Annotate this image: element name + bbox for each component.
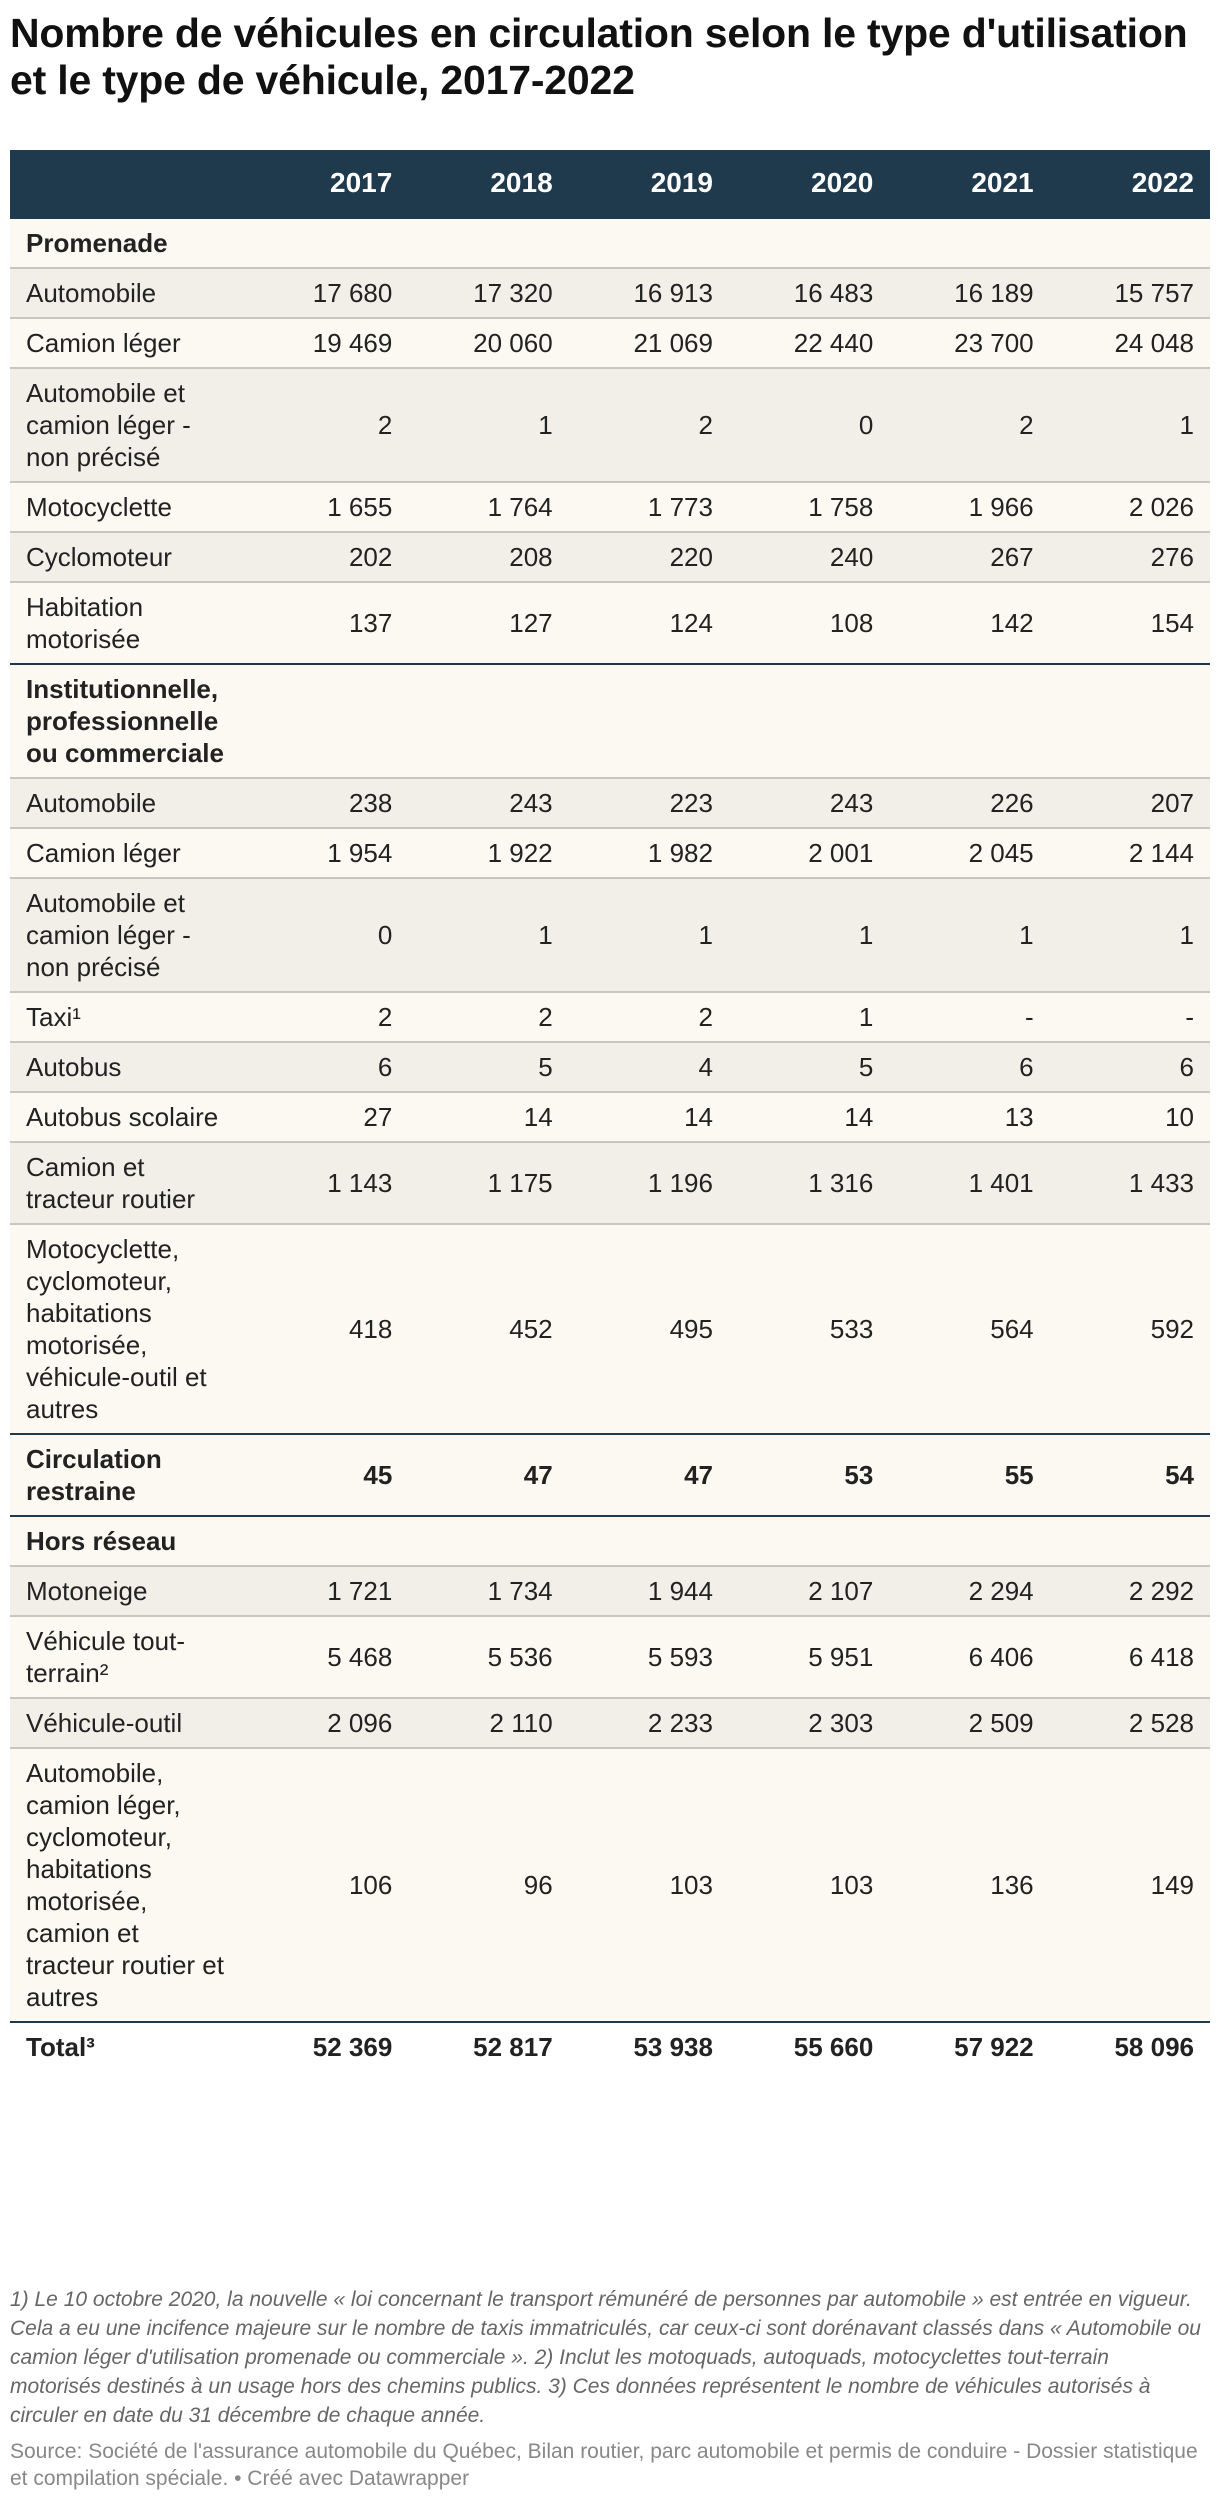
cell-value-2020: 1 316 xyxy=(729,1142,889,1224)
cell-value-2019: 4 xyxy=(569,1042,729,1092)
cell-value-2019: 47 xyxy=(569,1434,729,1516)
row-label: Camion léger xyxy=(10,828,248,878)
cell-value-2017: 27 xyxy=(248,1092,408,1142)
cell-value-2022: 15 757 xyxy=(1050,268,1210,318)
cell-value-2018: 208 xyxy=(408,532,568,582)
cell-value-2020: 2 107 xyxy=(729,1566,889,1616)
cell-value-2020: 5 xyxy=(729,1042,889,1092)
cell-value-2022: 1 xyxy=(1050,878,1210,992)
cell-value-2017: 17 680 xyxy=(248,268,408,318)
cell-value-2018: 47 xyxy=(408,1434,568,1516)
row-label: Autobus scolaire xyxy=(10,1092,248,1142)
row-label: Circulation restraine xyxy=(10,1434,248,1516)
cell-value-2020: 533 xyxy=(729,1224,889,1434)
table-row xyxy=(10,1616,1210,1698)
cell-value-2021: 564 xyxy=(889,1224,1049,1434)
row-label: Institutionnelle, professionnelle ou commerciale xyxy=(10,664,248,778)
cell-value-2022: 58 096 xyxy=(1050,2022,1210,2071)
cell-value-2018: 127 xyxy=(408,582,568,664)
cell-value-2022: 592 xyxy=(1050,1224,1210,1434)
cell-value-2020: 2 001 xyxy=(729,828,889,878)
row-label: Automobile et camion léger - non précisé xyxy=(10,368,248,482)
cell-value-2021: 2 045 xyxy=(889,828,1049,878)
row-label: Automobile xyxy=(10,778,248,828)
cell-value-2020: 103 xyxy=(729,1748,889,2022)
cell-value-2018: 96 xyxy=(408,1748,568,2022)
cell-value-2018: 2 110 xyxy=(408,1698,568,1748)
cell-value-2019: 124 xyxy=(569,582,729,664)
cell-value-2019: 2 xyxy=(569,368,729,482)
source-note: Source: Société de l'assurance automobile du Québec, Bilan routier, parc automobile et permis de conduire - Dossier statistique et compilation spéciale. • Créé avec Datawrapper xyxy=(10,2440,1198,2490)
cell-value-2018 xyxy=(408,664,568,778)
cell-value-2021 xyxy=(889,664,1049,778)
cell-value-2019: 220 xyxy=(569,532,729,582)
cell-value-2019 xyxy=(569,1516,729,1566)
cell-value-2020: 1 758 xyxy=(729,482,889,532)
cell-value-2017: 19 469 xyxy=(248,318,408,368)
cell-value-2022 xyxy=(1050,1516,1210,1566)
cell-value-2019: 16 913 xyxy=(569,268,729,318)
cell-value-2018: 1 xyxy=(408,368,568,482)
cell-value-2022: 6 418 xyxy=(1050,1616,1210,1698)
cell-value-2021: 23 700 xyxy=(889,318,1049,368)
table-body xyxy=(10,217,1210,2071)
cell-value-2018: 14 xyxy=(408,1092,568,1142)
row-label: Véhicule-outil xyxy=(10,1698,248,1748)
table-row xyxy=(10,1748,1210,2022)
cell-value-2017: 6 xyxy=(248,1042,408,1092)
cell-value-2022: 149 xyxy=(1050,1748,1210,2022)
cell-value-2018: 1 734 xyxy=(408,1566,568,1616)
footnotes: 1) Le 10 octobre 2020, la nouvelle « loi concernant le transport rémunéré de personnes par automobile » est entrée en vigueur. Cela a eu une incifence majeure sur le nombre de taxis immatriculés, car ceux-ci sont dorénavant classés dans « Automobile ou camion léger d'utilisation promenade ou commerciale ». 2) Inclut les motoquads, autoquads, motocyclettes tout-terrain motorisés destinés à un usage hors des chemins publics. 3) Ces données représentent le nombre de véhicules autorisés à circuler en date du 31 décembre de chaque année. xyxy=(10,2288,1201,2427)
cell-value-2019: 2 xyxy=(569,992,729,1042)
header-cell-year: 2019 xyxy=(569,150,729,217)
cell-value-2021: 136 xyxy=(889,1748,1049,2022)
section-header-row xyxy=(10,217,1210,268)
cell-value-2017: 0 xyxy=(248,878,408,992)
row-label: Habitation motorisée xyxy=(10,582,248,664)
cell-value-2022: 54 xyxy=(1050,1434,1210,1516)
table-row xyxy=(10,1042,1210,1092)
header-cell-label xyxy=(10,150,248,217)
cell-value-2017: 238 xyxy=(248,778,408,828)
table-row xyxy=(10,368,1210,482)
row-label: Motoneige xyxy=(10,1566,248,1616)
cell-value-2019: 5 593 xyxy=(569,1616,729,1698)
table-row xyxy=(10,1698,1210,1748)
cell-value-2021: 226 xyxy=(889,778,1049,828)
cell-value-2021: 2 xyxy=(889,368,1049,482)
row-label: Camion et tracteur routier xyxy=(10,1142,248,1224)
cell-value-2022: 207 xyxy=(1050,778,1210,828)
cell-value-2018: 20 060 xyxy=(408,318,568,368)
table-row xyxy=(10,582,1210,664)
cell-value-2018 xyxy=(408,217,568,268)
cell-value-2020: 243 xyxy=(729,778,889,828)
cell-value-2020: 1 xyxy=(729,878,889,992)
row-label: Cyclomoteur xyxy=(10,532,248,582)
table-row xyxy=(10,318,1210,368)
cell-value-2017: 5 468 xyxy=(248,1616,408,1698)
cell-value-2019: 1 982 xyxy=(569,828,729,878)
cell-value-2020: 5 951 xyxy=(729,1616,889,1698)
cell-value-2018: 5 536 xyxy=(408,1616,568,1698)
cell-value-2022: 154 xyxy=(1050,582,1210,664)
cell-value-2018 xyxy=(408,1516,568,1566)
row-label: Automobile et camion léger - non précisé xyxy=(10,878,248,992)
cell-value-2019: 53 938 xyxy=(569,2022,729,2071)
cell-value-2022: 1 433 xyxy=(1050,1142,1210,1224)
table-row xyxy=(10,992,1210,1042)
cell-value-2017: 137 xyxy=(248,582,408,664)
header-cell-year: 2021 xyxy=(889,150,1049,217)
cell-value-2022: 6 xyxy=(1050,1042,1210,1092)
header-cell-year: 2022 xyxy=(1050,150,1210,217)
cell-value-2019: 495 xyxy=(569,1224,729,1434)
table-row xyxy=(10,532,1210,582)
chart-title: Nombre de véhicules en circulation selon le type d'utilisation et le type de véhicule, 2017-2022 xyxy=(10,10,1188,103)
cell-value-2018: 1 922 xyxy=(408,828,568,878)
cell-value-2021: 1 401 xyxy=(889,1142,1049,1224)
cell-value-2017: 2 xyxy=(248,992,408,1042)
table-row xyxy=(10,268,1210,318)
cell-value-2022: 2 144 xyxy=(1050,828,1210,878)
cell-value-2022: 276 xyxy=(1050,532,1210,582)
cell-value-2019: 2 233 xyxy=(569,1698,729,1748)
cell-value-2018: 2 xyxy=(408,992,568,1042)
cell-value-2020: 14 xyxy=(729,1092,889,1142)
cell-value-2022: 2 528 xyxy=(1050,1698,1210,1748)
cell-value-2020 xyxy=(729,217,889,268)
data-table xyxy=(10,150,1210,2071)
header-row xyxy=(10,150,1210,217)
cell-value-2022 xyxy=(1050,217,1210,268)
cell-value-2021: 13 xyxy=(889,1092,1049,1142)
cell-value-2021 xyxy=(889,217,1049,268)
cell-value-2022: 24 048 xyxy=(1050,318,1210,368)
cell-value-2020: 55 660 xyxy=(729,2022,889,2071)
cell-value-2019: 1 196 xyxy=(569,1142,729,1224)
section-row xyxy=(10,1434,1210,1516)
cell-value-2019: 223 xyxy=(569,778,729,828)
table-row xyxy=(10,1224,1210,1434)
header-cell-year: 2018 xyxy=(408,150,568,217)
cell-value-2022: 10 xyxy=(1050,1092,1210,1142)
cell-value-2017: 1 655 xyxy=(248,482,408,532)
cell-value-2021: - xyxy=(889,992,1049,1042)
cell-value-2021: 55 xyxy=(889,1434,1049,1516)
cell-value-2021: 1 966 xyxy=(889,482,1049,532)
cell-value-2021: 2 294 xyxy=(889,1566,1049,1616)
cell-value-2021: 2 509 xyxy=(889,1698,1049,1748)
cell-value-2019: 21 069 xyxy=(569,318,729,368)
cell-value-2018: 1 175 xyxy=(408,1142,568,1224)
cell-value-2017 xyxy=(248,664,408,778)
cell-value-2017: 1 721 xyxy=(248,1566,408,1616)
cell-value-2017: 45 xyxy=(248,1434,408,1516)
table-row xyxy=(10,482,1210,532)
cell-value-2019 xyxy=(569,217,729,268)
header-cell-year: 2017 xyxy=(248,150,408,217)
cell-value-2020: 1 xyxy=(729,992,889,1042)
cell-value-2017: 418 xyxy=(248,1224,408,1434)
table-row xyxy=(10,878,1210,992)
cell-value-2017: 106 xyxy=(248,1748,408,2022)
cell-value-2019: 1 xyxy=(569,878,729,992)
cell-value-2021: 16 189 xyxy=(889,268,1049,318)
table-row xyxy=(10,778,1210,828)
cell-value-2017 xyxy=(248,1516,408,1566)
cell-value-2019: 1 773 xyxy=(569,482,729,532)
table-row xyxy=(10,828,1210,878)
row-label: Automobile, camion léger, cyclomoteur, habitations motorisée, camion et tracteur routier et autres xyxy=(10,1748,248,2022)
cell-value-2020: 240 xyxy=(729,532,889,582)
row-label: Autobus xyxy=(10,1042,248,1092)
cell-value-2022: - xyxy=(1050,992,1210,1042)
cell-value-2022: 1 xyxy=(1050,368,1210,482)
cell-value-2021: 57 922 xyxy=(889,2022,1049,2071)
cell-value-2020: 22 440 xyxy=(729,318,889,368)
table-row xyxy=(10,1566,1210,1616)
cell-value-2022 xyxy=(1050,664,1210,778)
row-label: Camion léger xyxy=(10,318,248,368)
section-header-row xyxy=(10,664,1210,778)
cell-value-2018: 5 xyxy=(408,1042,568,1092)
section-header-row xyxy=(10,1516,1210,1566)
cell-value-2020: 0 xyxy=(729,368,889,482)
cell-value-2017: 2 096 xyxy=(248,1698,408,1748)
cell-value-2021 xyxy=(889,1516,1049,1566)
row-label: Motocyclette, cyclomoteur, habitations motorisée, véhicule-outil et autres xyxy=(10,1224,248,1434)
total-row xyxy=(10,2022,1210,2071)
cell-value-2018: 1 764 xyxy=(408,482,568,532)
cell-value-2021: 267 xyxy=(889,532,1049,582)
cell-value-2020: 53 xyxy=(729,1434,889,1516)
cell-value-2020: 16 483 xyxy=(729,268,889,318)
row-label: Taxi¹ xyxy=(10,992,248,1042)
cell-value-2017 xyxy=(248,217,408,268)
cell-value-2020: 108 xyxy=(729,582,889,664)
chart-container xyxy=(10,0,1210,2490)
cell-value-2019: 1 944 xyxy=(569,1566,729,1616)
row-label: Total³ xyxy=(10,2022,248,2071)
cell-value-2020 xyxy=(729,664,889,778)
table-header xyxy=(10,150,1210,217)
row-label: Véhicule tout-terrain² xyxy=(10,1616,248,1698)
cell-value-2019: 103 xyxy=(569,1748,729,2022)
cell-value-2020 xyxy=(729,1516,889,1566)
cell-value-2017: 2 xyxy=(248,368,408,482)
cell-value-2021: 6 xyxy=(889,1042,1049,1092)
row-label: Promenade xyxy=(10,217,248,268)
cell-value-2019 xyxy=(569,664,729,778)
cell-value-2018: 52 817 xyxy=(408,2022,568,2071)
cell-value-2020: 2 303 xyxy=(729,1698,889,1748)
row-label: Motocyclette xyxy=(10,482,248,532)
row-label: Hors réseau xyxy=(10,1516,248,1566)
cell-value-2021: 142 xyxy=(889,582,1049,664)
header-cell-year: 2020 xyxy=(729,150,889,217)
cell-value-2017: 52 369 xyxy=(248,2022,408,2071)
cell-value-2022: 2 292 xyxy=(1050,1566,1210,1616)
cell-value-2017: 202 xyxy=(248,532,408,582)
cell-value-2019: 14 xyxy=(569,1092,729,1142)
table-row xyxy=(10,1092,1210,1142)
cell-value-2018: 17 320 xyxy=(408,268,568,318)
table-row xyxy=(10,1142,1210,1224)
cell-value-2022: 2 026 xyxy=(1050,482,1210,532)
cell-value-2017: 1 954 xyxy=(248,828,408,878)
cell-value-2017: 1 143 xyxy=(248,1142,408,1224)
cell-value-2018: 452 xyxy=(408,1224,568,1434)
cell-value-2018: 243 xyxy=(408,778,568,828)
cell-value-2018: 1 xyxy=(408,878,568,992)
cell-value-2021: 1 xyxy=(889,878,1049,992)
row-label: Automobile xyxy=(10,268,248,318)
cell-value-2021: 6 406 xyxy=(889,1616,1049,1698)
